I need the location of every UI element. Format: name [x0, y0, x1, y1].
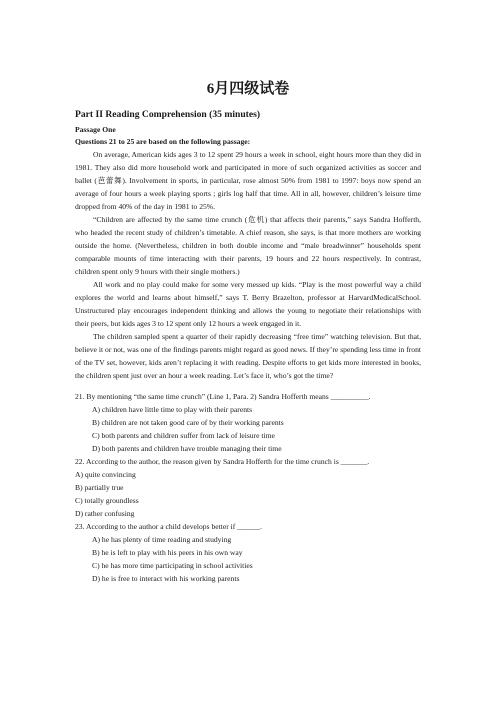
question-stem: 21. By mentioning “the same time crunch” (Line 1, Para. 2) Sandra Hofferth means __________. — [75, 392, 371, 401]
answer-option: D) both parents and children have trouble managing their time — [92, 444, 282, 453]
spacer — [75, 382, 421, 390]
question-stem: 22. According to the author, the reason given by Sandra Hofferth for the time crunch is _______. — [75, 457, 370, 466]
document-body — [75, 108, 421, 585]
passage-label: Passage One — [75, 125, 116, 134]
document-title: 6月四级试卷 — [206, 81, 290, 97]
answer-option: C) totally groundless — [75, 496, 139, 505]
answer-option: B) he is left to play with his peers in his own way — [92, 548, 243, 557]
paragraph: “Children are affected by the same time crunch (危机) that affects their parents,” says Sandra Hofferth, who headed the recent study of children’s timetable. A chief reason, she says, is that more mothers are working outside the home. (Nevertheless, children in both double income and “male breadwinner” households spent comparable mounts of time interacting with their parents, 19 hours and 22 hours respectively. In contrast, children spent only 9 hours with their single mothers.) — [75, 215, 421, 276]
answer-option: D) rather confusing — [75, 509, 135, 518]
answer-option: D) he is free to interact with his working parents — [92, 574, 240, 583]
section-heading: Part II Reading Comprehension (35 minutes) — [75, 109, 261, 120]
instructions: Questions 21 to 25 are based on the following passage: — [75, 137, 251, 146]
answer-option: A) quite convincing — [75, 470, 136, 479]
answer-option: B) children are not taken good care of by their working parents — [92, 418, 284, 427]
answer-option: A) children have little time to play with their parents — [92, 405, 253, 414]
paragraph: The children sampled spent a quarter of their rapidly decreasing “free time” watching television. But that, believe it or not, was one of the findings parents might regard as good news. If they’re spending less time in front of the TV set, however, kids aren’t replacing it with reading. Despite efforts to get kids more interested in books, the children spent just over an hour a week reading. Let’s face it, who’s got the time? — [75, 332, 421, 380]
paragraph: All work and no play could make for some very messed up kids. “Play is the most powerful way a child explores the world and learns about himself,” says T. Berry Brazelton, professor at HarvardMedicalSchool. Unstructured play encourages independent thinking and allows the young to negotiate their relationships with their peers, but kids ages 3 to 12 spent only 12 hours a week engaged in it. — [75, 280, 421, 328]
answer-option: C) both parents and children suffer from lack of leisure time — [92, 431, 275, 440]
question-stem: 23. According to the author a child develops better if ______. — [75, 522, 262, 531]
answer-option: B) partially true — [75, 483, 124, 492]
answer-option: A) he has plenty of time reading and studying — [92, 535, 232, 544]
answer-option: C) he has more time participating in school activities — [92, 561, 253, 570]
paragraph: On average, American kids ages 3 to 12 spent 29 hours a week in school, eight hours more than they did in 1981. They also did more household work and participated in more of such organized activities as soccer and ballet (芭蕾舞). Involvement in sports, in particular, rose almost 50% from 1981 to 1997: boys now spend an average of four hours a week playing sports ; girls log half that time. All in all, however, children’s leisure time dropped from 40% of the day in 1981 to 25%. — [75, 150, 421, 211]
